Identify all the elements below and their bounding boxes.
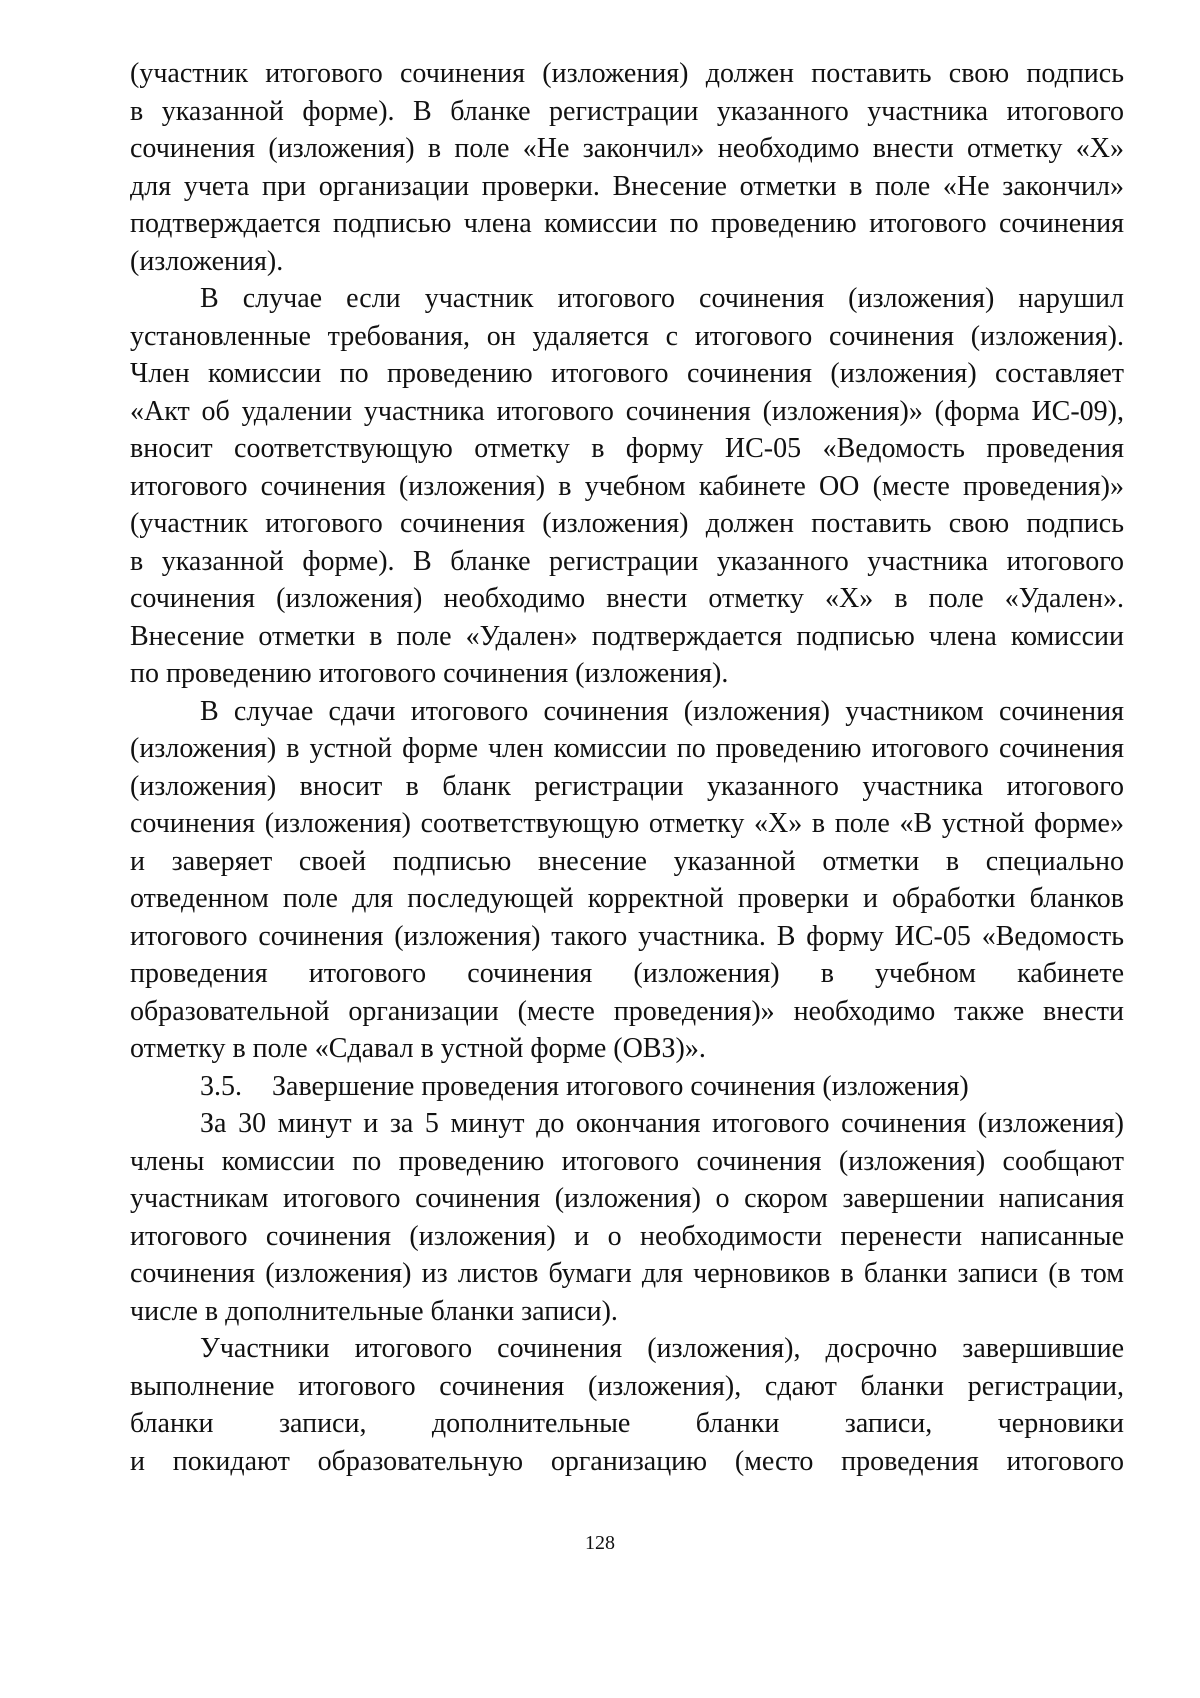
- section-title: Завершение проведения итогового сочинения (изложения): [272, 1070, 969, 1102]
- text-line: для учета при организации проверки. Внесение отметки в поле «Не закончил»: [130, 170, 1124, 202]
- text-line: В случае если участник итогового сочинения (изложения) нарушил: [200, 283, 1124, 314]
- text-line: сочинения (изложения) необходимо внести отметку «Х» в поле «Удален».: [130, 583, 1124, 614]
- text-line: в указанной форме). В бланке регистрации указанного участника итогового: [130, 95, 1124, 127]
- document-page: [130, 55, 1124, 1480]
- text-line: выполнение итогового сочинения (изложения), сдают бланки регистрации,: [130, 1370, 1124, 1402]
- text-line: члены комиссии по проведению итогового сочинения (изложения) сообщают: [130, 1145, 1124, 1177]
- text-line: (изложения).: [130, 245, 284, 277]
- text-line: отметку в поле «Сдавал в устной форме (ОВЗ)».: [130, 1033, 706, 1064]
- text-line: проведения итогового сочинения (изложения) в учебном кабинете: [130, 958, 1124, 989]
- page-number: 128: [585, 1532, 615, 1554]
- text-line: (изложения) в устной форме член комиссии по проведению итогового сочинения: [130, 733, 1124, 764]
- text-line: (участник итогового сочинения (изложения) должен поставить свою подпись: [130, 508, 1124, 539]
- paragraph-intro: [130, 55, 1124, 280]
- text-line: образовательной организации (месте проведения)» необходимо также внести: [130, 995, 1124, 1027]
- paragraph-removal: [130, 280, 1124, 693]
- text-line: участникам итогового сочинения (изложения) о скором завершении написания: [130, 1183, 1124, 1214]
- text-line: и покидают образовательную организацию (место проведения итогового: [130, 1445, 1124, 1477]
- paragraph-time-warning: [130, 1105, 1124, 1330]
- text-line: В случае сдачи итогового сочинения (изложения) участником сочинения: [200, 695, 1124, 727]
- text-line: Член комиссии по проведению итогового сочинения (изложения) составляет: [130, 358, 1124, 389]
- section-heading: [130, 1068, 1124, 1106]
- text-line: отведенном поле для последующей корректной проверки и обработки бланков: [130, 883, 1124, 914]
- text-line: подтверждается подписью члена комиссии по проведению итогового сочинения: [130, 208, 1124, 239]
- text-line: «Акт об удалении участника итогового сочинения (изложения)» (форма ИС-09),: [130, 395, 1124, 427]
- text-line: числе в дополнительные бланки записи).: [130, 1295, 618, 1327]
- text-line: вносит соответствующую отметку в форму ИС-05 «Ведомость проведения: [130, 433, 1124, 464]
- text-line: сочинения (изложения) из листов бумаги для черновиков в бланки записи (в том: [130, 1258, 1124, 1289]
- text-line: итогового сочинения (изложения) такого участника. В форму ИС-05 «Ведомость: [130, 920, 1124, 952]
- paragraph-early-finish: [130, 1330, 1124, 1480]
- text-line: и заверяет своей подписью внесение указанной отметки в специально: [130, 845, 1124, 877]
- text-line: Участники итогового сочинения (изложения), досрочно завершившие: [200, 1333, 1124, 1364]
- text-line: За 30 минут и за 5 минут до окончания итогового сочинения (изложения): [200, 1108, 1124, 1139]
- text-line: (изложения) вносит в бланк регистрации указанного участника итогового: [130, 770, 1124, 802]
- text-line: по проведению итогового сочинения (изложения).: [130, 658, 729, 689]
- text-line: установленные требования, он удаляется с итогового сочинения (изложения).: [130, 320, 1124, 352]
- text-line: (участник итогового сочинения (изложения) должен поставить свою подпись: [130, 58, 1124, 89]
- text-line: сочинения (изложения) соответствующую отметку «Х» в поле «В устной форме»: [130, 808, 1124, 839]
- text-line: итогового сочинения (изложения) и о необходимости перенести написанные: [130, 1220, 1124, 1252]
- text-line: сочинения (изложения) в поле «Не закончил» необходимо внести отметку «Х»: [130, 133, 1124, 164]
- text-line: итогового сочинения (изложения) в учебном кабинете ОО (месте проведения)»: [130, 470, 1124, 502]
- paragraph-oral-form: [130, 693, 1124, 1068]
- text-line: Внесение отметки в поле «Удален» подтверждается подписью члена комиссии: [130, 620, 1124, 652]
- text-line: в указанной форме). В бланке регистрации указанного участника итогового: [130, 545, 1124, 577]
- section-number: 3.5.: [200, 1070, 242, 1102]
- text-line: бланки записи, дополнительные бланки записи, черновики: [130, 1408, 1124, 1439]
